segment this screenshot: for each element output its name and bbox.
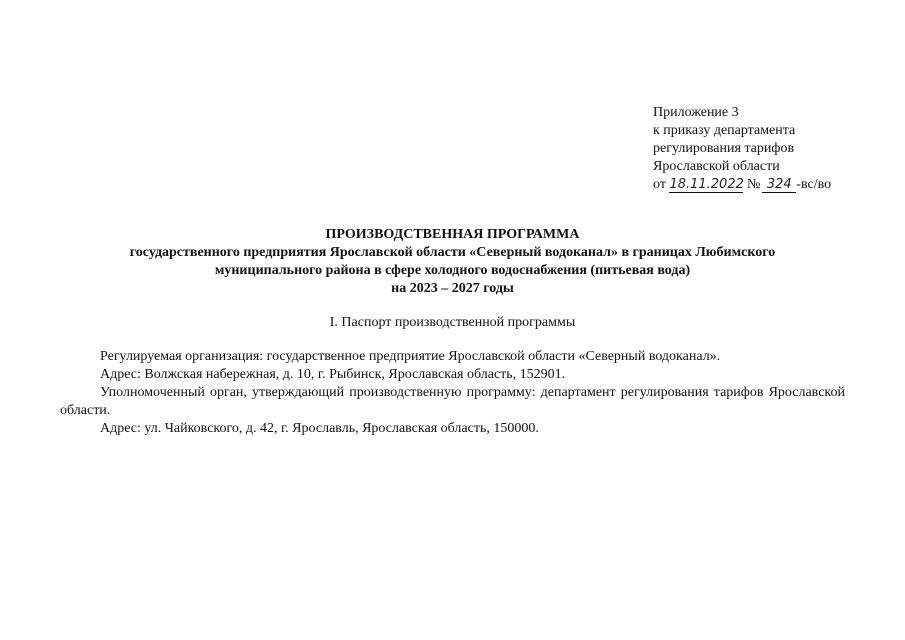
title-line: ПРОИЗВОДСТВЕННАЯ ПРОГРАММА	[325, 227, 580, 242]
body-paragraph: Адрес: ул. Чайковского, д. 42, г. Ярославль, Ярославская область, 150000.	[100, 421, 539, 436]
body-paragraph: Уполномоченный орган, утверждающий производственную программу: департамент регулирования тарифов Ярославской области.	[60, 385, 845, 418]
title-line: муниципального района в сфере холодного водоснабжения (питьевая вода)	[214, 263, 691, 278]
body-paragraph: Адрес: Волжская набережная, д. 10, г. Рыбинск, Ярославская область, 152901.	[100, 367, 566, 382]
appendix-line: к приказу департамента	[653, 123, 796, 138]
handwritten-order-date: 18.11.2022	[669, 177, 744, 192]
handwritten-order-number: 324	[762, 178, 796, 193]
title-line: государственного предприятия Ярославской области «Северный водоканал» в границах Любимского	[129, 245, 776, 260]
appendix-line: Приложение 3	[653, 105, 739, 120]
body-paragraph: Регулируемая организация: государственное предприятие Ярославской области «Северный водоканал».	[100, 349, 721, 364]
order-reference	[653, 176, 898, 194]
document-title	[60, 226, 845, 298]
appendix-block	[653, 104, 898, 194]
order-suffix: -вс/во	[796, 177, 832, 192]
title-line: на 2023 – 2027 годы	[391, 281, 514, 296]
document-body	[60, 348, 845, 438]
number-sign: №	[746, 177, 761, 192]
appendix-line: Ярославской области	[653, 159, 780, 174]
appendix-line: регулирования тарифов	[653, 141, 795, 156]
order-prefix: от	[653, 177, 666, 192]
section-title: I. Паспорт производственной программы	[329, 315, 576, 330]
